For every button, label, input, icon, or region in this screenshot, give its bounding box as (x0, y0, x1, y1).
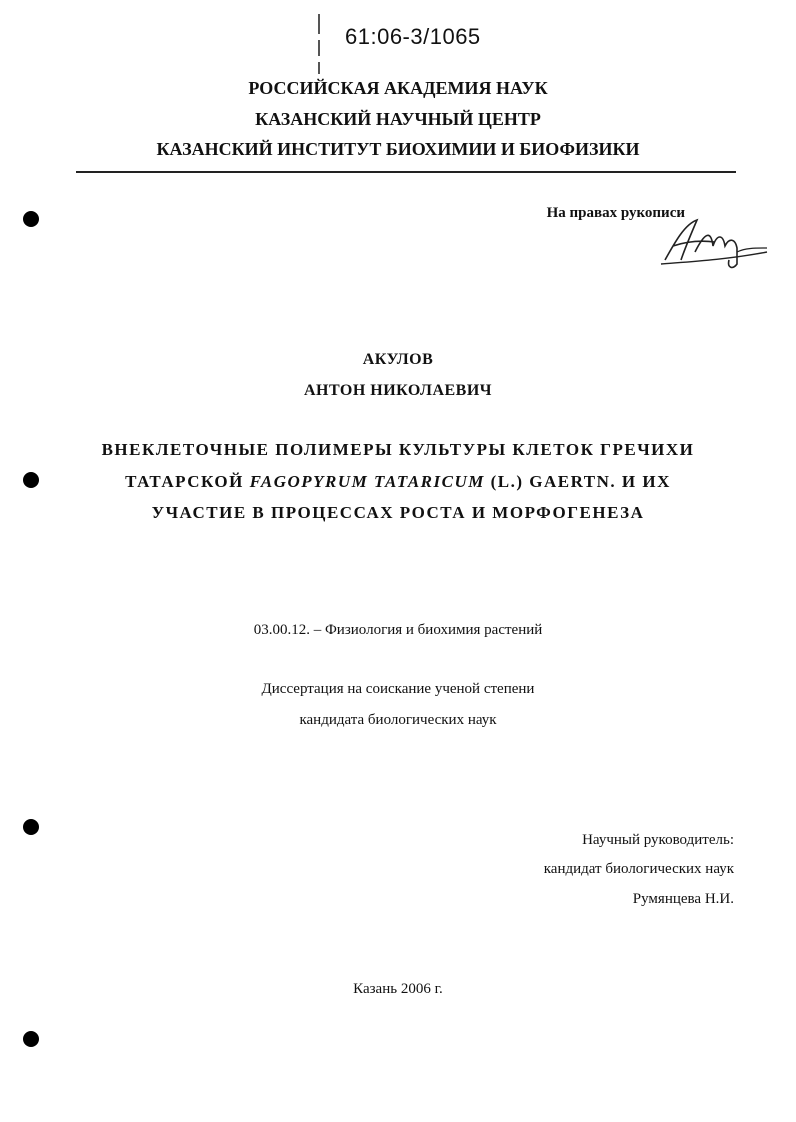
species-name: FAGOPYRUM TATARICUM (249, 472, 485, 491)
binder-hole (23, 211, 39, 227)
specialty: 03.00.12. – Физиология и биохимия растений (253, 622, 543, 638)
supervisor-name: Румянцева Н.И. (632, 891, 734, 907)
supervisor-role: Научный руководитель: (582, 832, 734, 848)
scan-mark (318, 14, 320, 34)
degree-line-2: кандидата биологических наук (299, 712, 497, 728)
supervisor-degree: кандидат биологических наук (543, 861, 734, 877)
scan-mark (318, 40, 320, 56)
rights-note: На правах рукописи (546, 205, 685, 221)
author-surname: АКУЛОВ (362, 351, 434, 368)
org-line-academy: РОССИЙСКАЯ АКАДЕМИЯ НАУК (248, 78, 548, 98)
degree-line-1: Диссертация на соискание ученой степени (261, 681, 535, 697)
signature (655, 212, 770, 272)
title-line-2: ТАТАРСКОЙ FAGOPYRUM TATARICUM (L.) GAERTN. И ИХ (125, 472, 671, 491)
place-year: Казань 2006 г. (353, 981, 443, 997)
org-line-center: КАЗАНСКИЙ НАУЧНЫЙ ЦЕНТР (255, 109, 541, 129)
title-line-1: ВНЕКЛЕТОЧНЫЕ ПОЛИМЕРЫ КУЛЬТУРЫ КЛЕТОК ГРЕЧИХИ (101, 440, 695, 459)
header-divider (76, 171, 736, 173)
title-line-3: УЧАСТИЕ В ПРОЦЕССАХ РОСТА И МОРФОГЕНЕЗА (151, 503, 645, 522)
author-given-names: АНТОН НИКОЛАЕВИЧ (303, 382, 493, 399)
scan-mark (318, 62, 320, 74)
archive-code: 61:06-3/1065 (345, 24, 481, 49)
org-line-institute: КАЗАНСКИЙ ИНСТИТУТ БИОХИМИИ И БИОФИЗИКИ (156, 139, 640, 159)
binder-hole (23, 1031, 39, 1047)
binder-hole (23, 819, 39, 835)
